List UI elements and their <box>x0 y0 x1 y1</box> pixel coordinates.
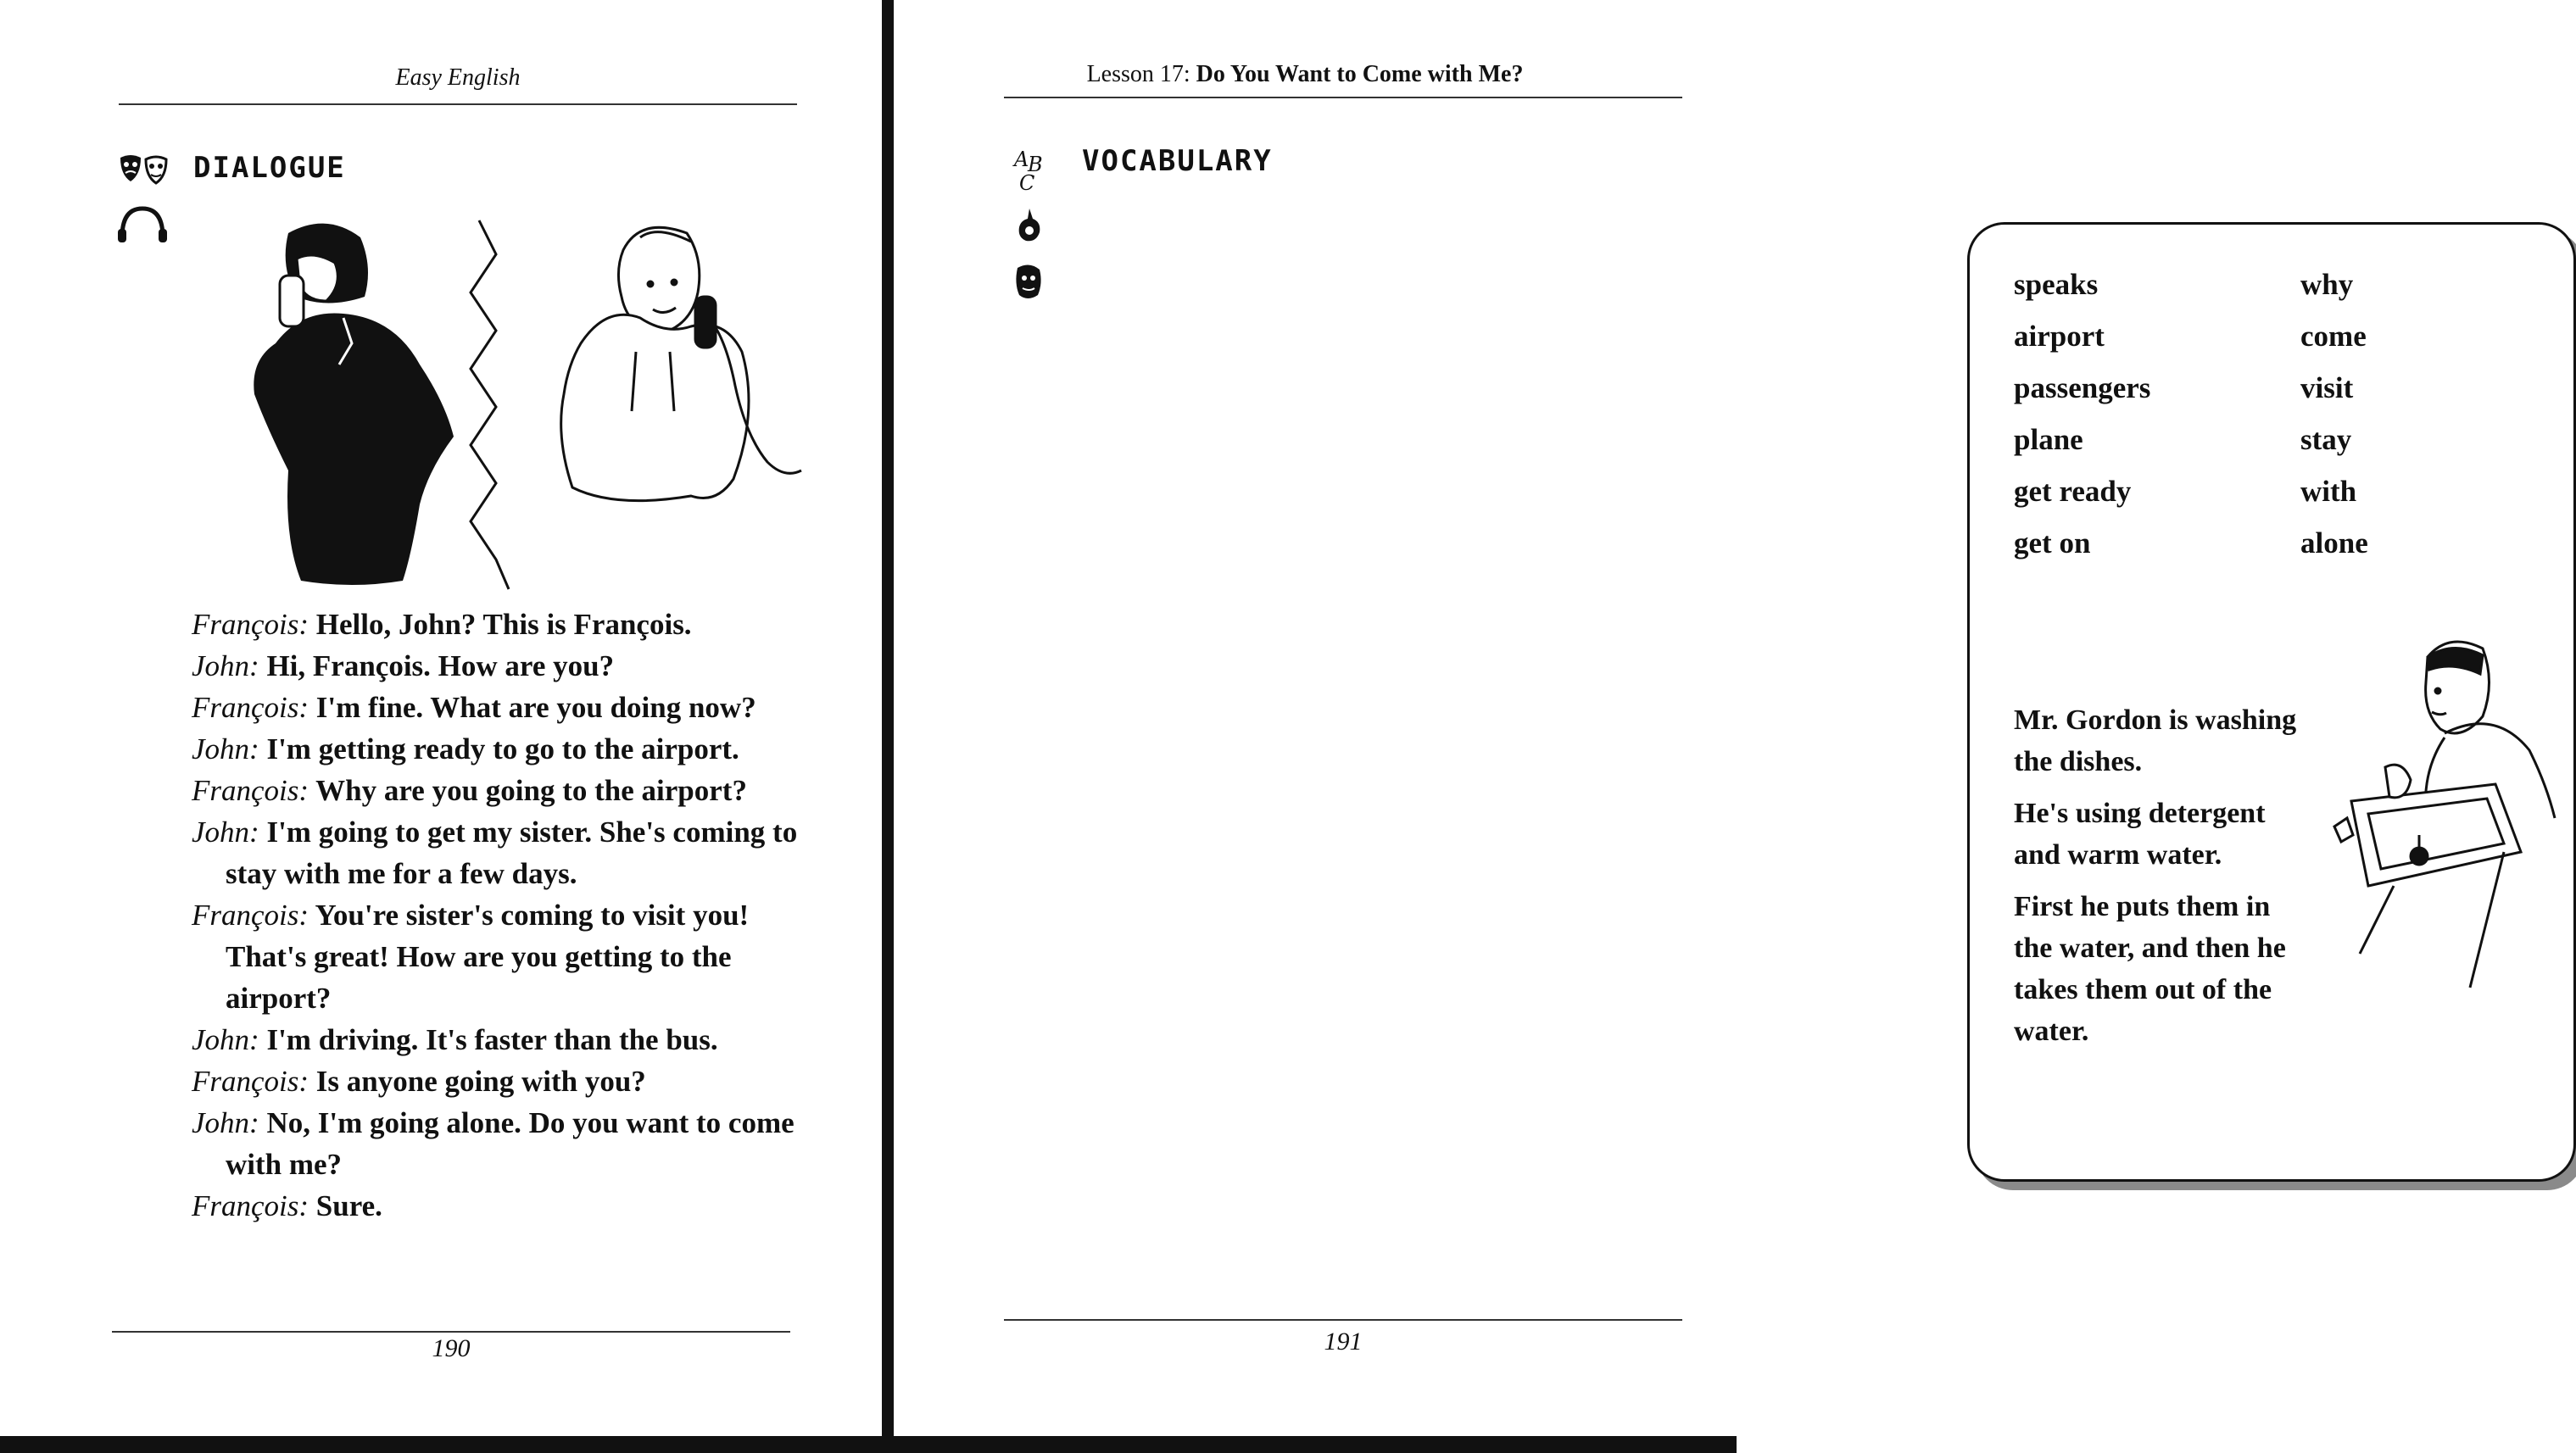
header-rule <box>119 103 797 105</box>
dialogue-masks-icon <box>115 149 176 192</box>
vocab-column-2 <box>2300 259 2368 569</box>
header-rule <box>1004 97 1682 98</box>
john-figure <box>561 227 801 500</box>
example-paragraph: First he puts them in the water, and then he takes them out of the water. <box>2014 891 2286 1047</box>
dialogue-line: John: No, I'm going alone. Do you want to come with me? <box>192 1106 795 1181</box>
dialogue-line: François: I'm fine. What are you doing now? <box>192 691 756 724</box>
dialogue-line: François: Why are you going to the airport? <box>192 774 747 807</box>
speaking-face-icon <box>1012 261 1046 303</box>
vocabulary-box <box>1967 222 2576 1182</box>
lesson-label: Lesson 17: <box>1086 61 1196 87</box>
phone-call-illustration <box>216 216 801 589</box>
dishwashing-illustration <box>2300 632 2555 988</box>
footer-rule <box>112 1331 790 1333</box>
vocab-word: get ready <box>2014 475 2132 508</box>
page-number: 191 <box>1324 1328 1363 1356</box>
left-page <box>0 0 882 1436</box>
dialogue-line: François: Hello, John? This is François. <box>192 608 692 641</box>
headphones-icon <box>115 203 170 246</box>
vocab-word: visit <box>2300 371 2354 404</box>
section-title-vocabulary: VOCABULARY <box>1082 144 1273 178</box>
vocab-word: airport <box>2014 320 2105 353</box>
pen-hand-icon <box>1012 207 1046 246</box>
section-title-dialogue: DIALOGUE <box>193 151 346 185</box>
svg-text:A: A <box>1014 148 1029 171</box>
book-spine <box>882 0 894 1453</box>
vocab-word: stay <box>2300 423 2352 456</box>
dialogue-line: John: I'm getting ready to go to the airport. <box>192 732 739 765</box>
vocab-word: get on <box>2014 526 2091 559</box>
vocab-word: come <box>2300 320 2367 353</box>
dialogue <box>192 604 836 1227</box>
dialogue-line: François: Sure. <box>192 1189 382 1222</box>
svg-text:B: B <box>1028 153 1043 176</box>
example-paragraph: Mr. Gordon is washing the dishes. <box>2014 704 2297 777</box>
page-bottom-edge <box>0 1436 1737 1453</box>
vocab-word: alone <box>2300 526 2368 559</box>
running-head <box>1004 61 1606 88</box>
dialogue-line: François: You're sister's coming to visit you! That's great! How are you getting to the airport? <box>192 899 750 1015</box>
dialogue-line: François: Is anyone going with you? <box>192 1065 646 1098</box>
francois-figure <box>254 224 454 585</box>
abc-icon <box>1012 146 1050 193</box>
footer-rule <box>1004 1319 1682 1321</box>
dialogue-line: John: I'm driving. It's faster than the bus. <box>192 1023 718 1056</box>
svg-text:C: C <box>1019 171 1035 195</box>
example-paragraph: He's using detergent and warm water. <box>2014 798 2266 871</box>
lesson-title: Do You Want to Come with Me? <box>1196 61 1524 87</box>
vocab-word: passengers <box>2014 371 2151 404</box>
page-number: 190 <box>432 1334 471 1362</box>
vocab-word: why <box>2300 268 2354 301</box>
vocab-word: with <box>2300 475 2357 508</box>
vocab-column-1 <box>2014 259 2150 569</box>
vocab-example-text <box>2014 699 2302 1062</box>
dialogue-line: John: Hi, François. How are you? <box>192 649 615 682</box>
vocab-word: speaks <box>2014 268 2099 301</box>
vocab-word: plane <box>2014 423 2083 456</box>
running-head: Easy English <box>395 64 521 91</box>
dialogue-line: John: I'm going to get my sister. She's coming to stay with me for a few days. <box>192 816 798 890</box>
right-page <box>894 0 2368 1436</box>
